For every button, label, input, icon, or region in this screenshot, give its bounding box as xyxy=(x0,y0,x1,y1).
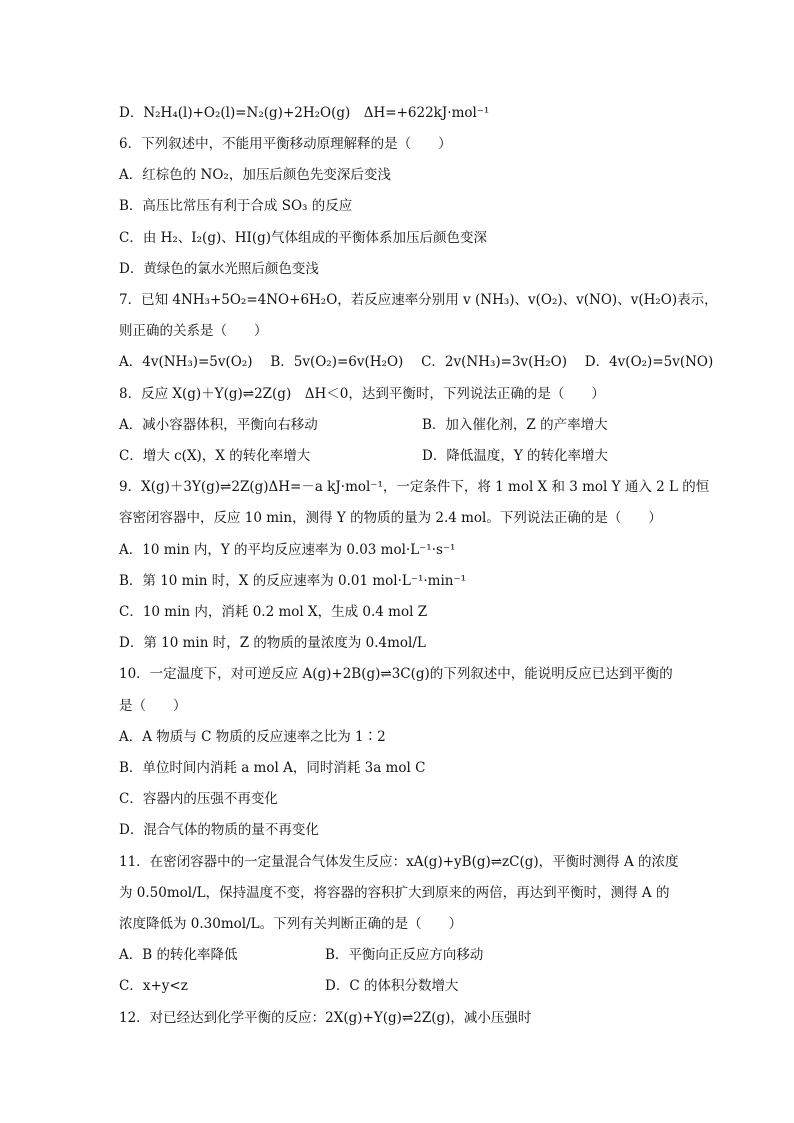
q5-option-d: D．N₂H₄(l)+O₂(l)=N₂(g)+2H₂O(g) ΔH=+622kJ·mol⁻¹ xyxy=(119,105,490,121)
q11-stem-line1: 11．在密闭容器中的一定量混合气体发生反应：xA(g)+yB(g)⇌zC(g)，平衡时测得 A 的浓度 xyxy=(119,854,679,870)
q6-option-d: D．黄绿色的氯水光照后颜色变浅 xyxy=(119,261,319,277)
q9-stem-line1: 9．X(g)＋3Y(g)⇌2Z(g)ΔH=－a kJ·mol⁻¹，一定条件下，将 1 mol X 和 3 mol Y 通入 2 L 的恒 xyxy=(119,479,710,495)
q9-stem-line2: 容密闭容器中，反应 10 min，测得 Y 的物质的量为 2.4 mol。下列说法正确的是（ ） xyxy=(119,510,662,526)
q8-option-c: C．增大 c(X)，X 的转化率增大 xyxy=(119,448,311,464)
q11-option-b: B．平衡向正反应方向移动 xyxy=(325,947,484,963)
q8-option-b: B．加入催化剂，Z 的产率增大 xyxy=(422,417,608,433)
q6-stem: 6．下列叙述中，不能用平衡移动原理解释的是（ ） xyxy=(119,136,452,152)
q6-option-c: C．由 H₂、I₂(g)、HI(g)气体组成的平衡体系加压后颜色变深 xyxy=(119,230,488,246)
q10-option-d: D．混合气体的物质的量不再变化 xyxy=(119,822,319,838)
q10-stem-line1: 10．一定温度下，对可逆反应 A(g)+2B(g)⇌3C(g)的下列叙述中，能说明反应已达到平衡的 xyxy=(119,666,673,682)
q7-stem-line1: 7．已知 4NH₃+5O₂=4NO+6H₂O，若反应速率分别用 v (NH₃)、v(O₂)、v(NO)、v(H₂O)表示， xyxy=(119,292,718,308)
q9-option-b: B．第 10 min 时，X 的反应速率为 0.01 mol·L⁻¹·min⁻¹ xyxy=(119,573,467,589)
q11-option-c: C．x+y<z xyxy=(119,978,188,994)
q11-stem-line2: 为 0.50mol/L，保持温度不变，将容器的容积扩大到原来的两倍，再达到平衡时，测得 A 的 xyxy=(119,885,670,901)
q11-option-d: D．C 的体积分数增大 xyxy=(325,978,459,994)
q7-options: A．4v(NH₃)=5v(O₂) B．5v(O₂)=6v(H₂O) C．2v(NH₃)=3v(H₂O) D．4v(O₂)=5v(NO) xyxy=(119,354,714,370)
q7-stem-line2: 则正确的关系是（ ） xyxy=(119,323,268,339)
q11-option-a: A．B 的转化率降低 xyxy=(119,947,238,963)
q11-stem-line3: 浓度降低为 0.30mol/L。下列有关判断正确的是（ ） xyxy=(119,916,463,932)
q6-option-b: B．高压比常压有利于合成 SO₃ 的反应 xyxy=(119,198,353,214)
q8-stem: 8．反应 X(g)＋Y(g)⇌2Z(g) ΔH＜0，达到平衡时，下列说法正确的是（ ） xyxy=(119,386,605,402)
q9-option-d: D．第 10 min 时，Z 的物质的量浓度为 0.4mol/L xyxy=(119,635,426,651)
q10-option-b: B．单位时间内消耗 a mol A，同时消耗 3a mol C xyxy=(119,760,426,776)
q12-stem: 12．对已经达到化学平衡的反应：2X(g)+Y(g)⇌2Z(g)，减小压强时 xyxy=(119,1010,532,1026)
q10-stem-line2: 是（ ） xyxy=(119,698,187,714)
q8-option-a: A．减小容器体积，平衡向右移动 xyxy=(119,417,318,433)
q8-option-d: D．降低温度，Y 的转化率增大 xyxy=(422,448,609,464)
q9-option-a: A．10 min 内，Y 的平均反应速率为 0.03 mol·L⁻¹·s⁻¹ xyxy=(119,542,456,558)
q10-option-c: C．容器内的压强不再变化 xyxy=(119,791,278,807)
q10-option-a: A．A 物质与 C 物质的反应速率之比为 1∶2 xyxy=(119,729,386,745)
q6-option-a: A．红棕色的 NO₂，加压后颜色先变深后变浅 xyxy=(119,167,391,183)
q9-option-c: C．10 min 内，消耗 0.2 mol X，生成 0.4 mol Z xyxy=(119,604,428,620)
